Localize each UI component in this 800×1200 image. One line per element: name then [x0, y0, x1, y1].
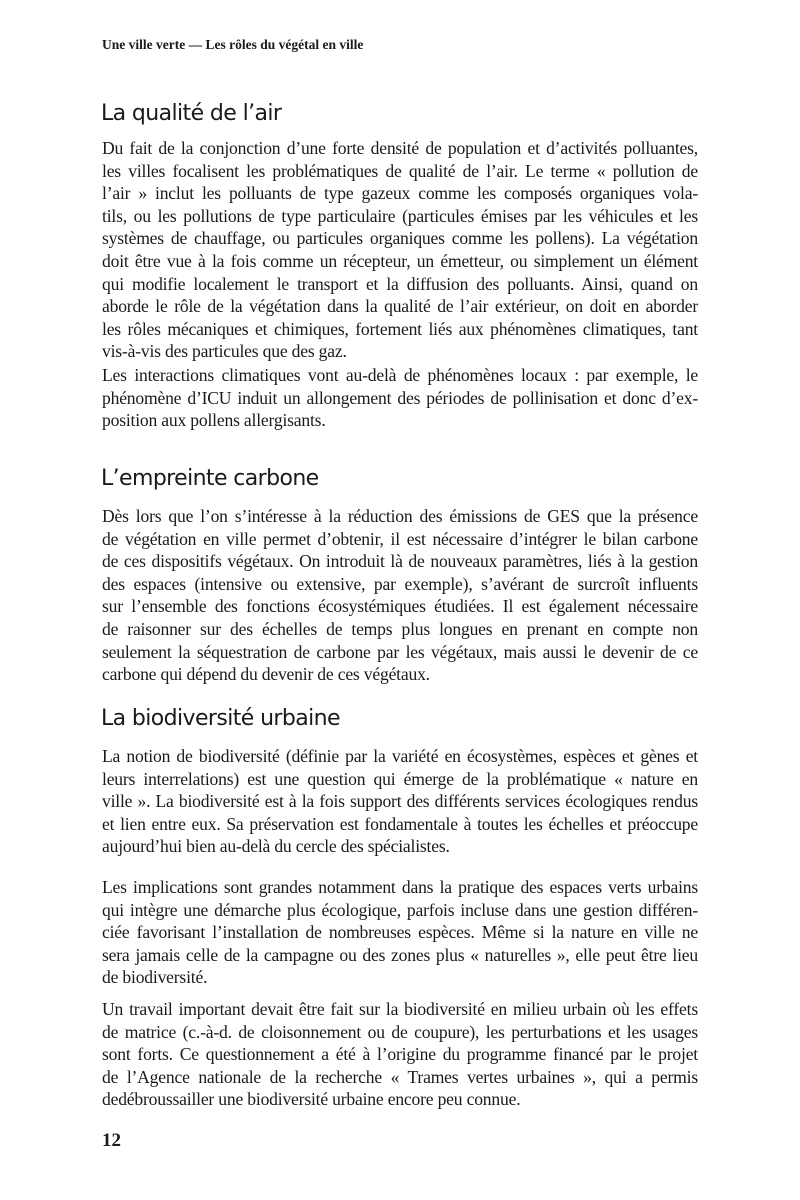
text-line: de ces dispositifs végétaux. On introduit là de nouveaux paramètres, liés à la gestion — [102, 551, 698, 572]
text-line: de biodiversité. — [102, 967, 208, 988]
text-line: seulement la séquestration de carbone par les végétaux, mais aussi le devenir de ce — [102, 641, 698, 662]
text-line: qui modifie localement le transport et la diffusion des polluants. Ainsi, quand on — [102, 273, 698, 294]
paragraph — [102, 745, 698, 858]
text-line: l’air » inclut les polluants de type gazeux comme les composés organiques vola- — [102, 183, 698, 204]
text-line: et lien entre eux. Sa préservation est fondamentale à toutes les échelles et préoccupe — [102, 813, 698, 834]
text-line: ville ». La biodiversité est à la fois support des différents services écologiques rendus — [102, 791, 698, 812]
text-line: sont forts. Ce questionnement a été à l’origine du programme financé par le projet — [102, 1044, 698, 1065]
paragraph — [102, 364, 698, 432]
text-line: de raisonner sur des échelles de temps plus longues en prenant en compte non — [102, 618, 698, 639]
text-line: de matrice (c.-à-d. de cloisonnement ou de coupure), les perturbations et les usages — [102, 1021, 698, 1042]
text-line: Les implications sont grandes notamment dans la pratique des espaces verts urbains — [102, 877, 698, 897]
running-header: Une ville verte — Les rôles du végétal en ville — [102, 37, 364, 52]
text-line: de l’Agence nationale de la recherche « Trames vertes urbaines », qui a permis — [102, 1066, 698, 1087]
section-heading-urban-biodiversity: La biodiversité urbaine — [101, 706, 340, 731]
paragraph — [102, 876, 698, 989]
text-line: Dès lors que l’on s’intéresse à la réduction des émissions de GES que la présence — [102, 506, 698, 526]
text-line: qui intègre une démarche plus écologique, parfois incluse dans une gestion différen- — [102, 899, 698, 920]
paragraph — [102, 505, 698, 686]
text-line: vis-à-vis des particules que des gaz. — [102, 341, 347, 362]
text-line: dedébroussailler une biodiversité urbaine encore peu connue. — [102, 1089, 521, 1110]
page-number: 12 — [102, 1130, 121, 1151]
text-line: systèmes de chauffage, ou particules organiques comme les pollens). La végétation — [102, 228, 698, 249]
paragraph — [102, 998, 698, 1111]
text-line: tils, ou les pollutions de type particulaire (particules émises par les véhicules et les — [102, 205, 698, 226]
section-heading-air-quality: La qualité de l’air — [101, 101, 282, 126]
text-line: des espaces (intensive ou extensive, par exemple), s’avérant de surcroît influents — [102, 573, 698, 594]
text-line: ciée favorisant l’installation de nombreuses espèces. Même si la nature en ville ne — [102, 922, 698, 943]
section-heading-carbon-footprint: L’empreinte carbone — [101, 466, 319, 491]
text-line: position aux pollens allergisants. — [102, 410, 326, 431]
text-line: sur l’ensemble des fonctions écosystémiques étudiées. Il est également nécessaire — [102, 596, 698, 617]
text-line: de végétation en ville permet d’obtenir, il est nécessaire d’intégrer le bilan carbone — [102, 528, 698, 549]
text-line: les villes focalisent les problématiques de qualité de l’air. Le terme « pollution de — [102, 160, 698, 181]
text-line: Du fait de la conjonction d’une forte densité de population et d’activités polluantes, — [102, 138, 698, 158]
text-line: sera jamais celle de la campagne ou des zones plus « naturelles », elle peut être lieu — [102, 944, 698, 965]
text-line: doit être vue à la fois comme un récepteur, un émetteur, ou simplement un élément — [102, 250, 698, 271]
text-line: les rôles mécaniques et chimiques, fortement liés aux phénomènes climatiques, tant — [102, 318, 698, 339]
text-line: Un travail important devait être fait sur la biodiversité en milieu urbain où les effets — [102, 999, 698, 1019]
text-line: aujourd’hui bien au-delà du cercle des spécialistes. — [102, 836, 450, 857]
paragraph — [102, 137, 698, 363]
text-line: phénomène d’ICU induit un allongement des périodes de pollinisation et donc d’ex- — [102, 387, 698, 408]
text-line: Les interactions climatiques vont au-delà de phénomènes locaux : par exemple, le — [102, 365, 698, 385]
text-line: leurs interrelations) est une question qui émerge de la problématique « nature en — [102, 768, 698, 789]
text-line: carbone qui dépend du devenir de ces végétaux. — [102, 664, 430, 685]
text-line: aborde le rôle de la végétation dans la qualité de l’air extérieur, on doit en aborder — [102, 296, 698, 317]
text-line: La notion de biodiversité (définie par la variété en écosystèmes, espèces et gènes et — [102, 746, 698, 766]
